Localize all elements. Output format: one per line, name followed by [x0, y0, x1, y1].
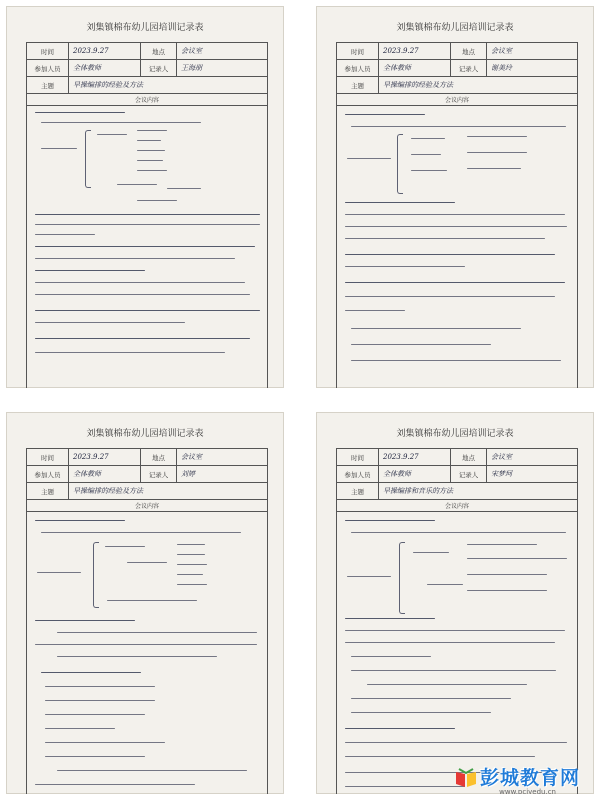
place-value: 会议室	[181, 47, 202, 55]
sheet-title: 刘集镇棉布幼儿园培训记录表	[86, 23, 204, 33]
time-value: 2023.9.27	[379, 43, 451, 59]
participants-label: 参加人员	[337, 60, 379, 76]
sheet-title: 刘集镇棉布幼儿园培训记录表	[86, 429, 204, 439]
participants-label: 参加人员	[27, 466, 69, 482]
record-sheet-2	[316, 6, 594, 388]
watermark-url: www.pcjyedu.cn	[499, 788, 556, 794]
recorder-value: 刘婷	[181, 470, 195, 478]
topic-label: 主题	[337, 77, 379, 93]
handwritten-notes	[27, 512, 267, 794]
recorder-label: 记录人	[141, 466, 177, 482]
topic-label: 主题	[27, 483, 69, 499]
time-label: 时间	[337, 449, 379, 465]
participants-value: 全体教师	[379, 466, 451, 482]
handwritten-notes	[27, 106, 267, 388]
place-label: 地点	[451, 449, 487, 465]
record-table	[336, 42, 578, 388]
minutes-label: 会议内容	[134, 503, 159, 510]
participants-label: 参加人员	[27, 60, 69, 76]
place-label: 地点	[451, 43, 487, 59]
book-logo-icon	[455, 768, 477, 788]
participants-value: 全体教师	[69, 466, 141, 482]
sheet-title: 刘集镇棉布幼儿园培训记录表	[396, 23, 514, 33]
time-label: 时间	[337, 43, 379, 59]
participants-value: 全体教师	[69, 60, 141, 76]
recorder-label: 记录人	[141, 60, 177, 76]
time-value: 2023.9.27	[69, 43, 141, 59]
time-label: 时间	[27, 43, 69, 59]
place-value: 会议室	[491, 453, 512, 461]
site-watermark	[455, 768, 580, 788]
minutes-label: 会议内容	[134, 97, 159, 104]
time-value: 2023.9.27	[69, 449, 141, 465]
record-sheet-3	[6, 412, 284, 794]
record-table	[26, 42, 268, 388]
participants-value: 全体教师	[379, 60, 451, 76]
minutes-label: 会议内容	[444, 503, 469, 510]
topic-value: 早操编排的经验及方法	[383, 81, 453, 89]
time-label: 时间	[27, 449, 69, 465]
place-label: 地点	[141, 43, 177, 59]
topic-value: 早操编排和音乐的方法	[383, 487, 453, 495]
time-value: 2023.9.27	[379, 449, 451, 465]
recorder-label: 记录人	[451, 60, 487, 76]
place-label: 地点	[141, 449, 177, 465]
topic-value: 早操编排的经验及方法	[73, 81, 143, 89]
recorder-label: 记录人	[451, 466, 487, 482]
topic-value: 早操编排的经验及方法	[73, 487, 143, 495]
recorder-value: 王海朋	[181, 64, 202, 72]
sheet-title: 刘集镇棉布幼儿园培训记录表	[396, 429, 514, 439]
recorder-value: 宋梦珂	[491, 470, 512, 478]
topic-label: 主题	[337, 483, 379, 499]
handwritten-notes	[337, 106, 577, 388]
record-sheet-1	[6, 6, 284, 388]
record-table	[336, 448, 578, 794]
recorder-value: 谢美玲	[491, 64, 512, 72]
record-table	[26, 448, 268, 794]
place-value: 会议室	[491, 47, 512, 55]
topic-label: 主题	[27, 77, 69, 93]
minutes-label: 会议内容	[444, 97, 469, 104]
place-value: 会议室	[181, 453, 202, 461]
handwritten-notes	[337, 512, 577, 794]
participants-label: 参加人员	[337, 466, 379, 482]
record-sheet-4	[316, 412, 594, 794]
watermark-brand: 彭城教育网	[479, 767, 580, 789]
